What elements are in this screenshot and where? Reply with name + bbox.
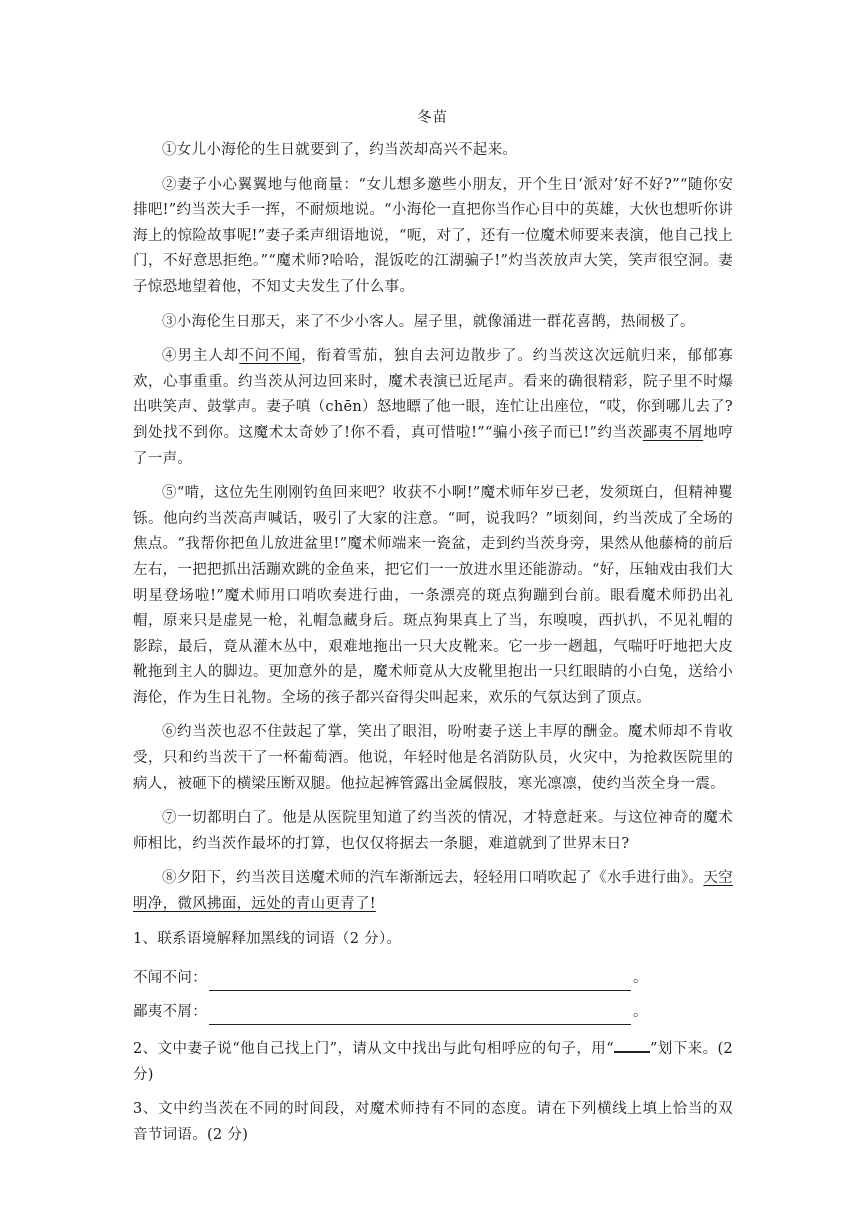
article-title: 冬苗 bbox=[417, 110, 448, 126]
underlined-term-buwenbuwen: 不问不闻 bbox=[239, 348, 302, 365]
underline-sample-mark bbox=[614, 1037, 650, 1053]
answer-row-1 bbox=[133, 961, 733, 991]
underlined-sentence-ending: 天空明净，微风拂面，远处的青山更青了! bbox=[133, 870, 733, 913]
question-2-part-b: ”划下来。(2 分) bbox=[133, 1041, 733, 1083]
paragraph-4-part-c: 地哼了一声。 bbox=[133, 424, 734, 467]
answer-line-2[interactable] bbox=[209, 1008, 631, 1025]
underlined-term-biyibuxie: 鄙夷不屑 bbox=[642, 424, 704, 441]
paragraph-4-part-b: ，衔着雪茄，独自去河边散步了。约当茨这次远航归来，郁郁寡欢，心事重重。约当茨从河边回来时，魔术表演已近尾声。看来的确很精彩，院子里不时爆出哄笑声、鼓掌声。妻子嗔（chēn）怒地瞟了他一眼，连忙让出座位，“哎，你到哪儿去了?到处找不到你。这魔术太奇妙了!你不看，真可惜啦!”“骗小孩子而已!”约当茨 bbox=[133, 348, 734, 441]
paragraph-7: ⑦一切都明白了。他是从医院里知道了约当茨的情况，才特意赶来。与这位神奇的魔术师相比，约当茨作最坏的打算，也仅仅将据去一条腿，难道就到了世界末日? bbox=[133, 810, 733, 852]
answer-end-1: 。 bbox=[633, 969, 648, 986]
paragraph-4 bbox=[133, 344, 733, 472]
paragraph-8-part-a: ⑧夕阳下，约当茨目送魔术师的汽车渐渐远去，轻轻用口哨吹起了《水手进行曲》。 bbox=[162, 870, 704, 887]
article-body bbox=[133, 138, 733, 1158]
paragraph-1: ①女儿小海伦的生日就要到了，约当茨却高兴不起来。 bbox=[162, 142, 518, 158]
answer-end-2: 。 bbox=[633, 1003, 648, 1020]
paragraph-6: ⑥约当茨也忍不住鼓起了掌，笑出了眼泪，吩咐妻子送上丰厚的酬金。魔术师却不肯收受，只和约当茨干了一杯葡萄酒。他说，年轻时他是名消防队员，火灾中，为抢救医院里的病人，被砸下的横梁压断双腿。他拉起裤管露出金属假肢，寒光凛凛，使约当茨全身一震。 bbox=[133, 724, 733, 792]
answer-line-1[interactable] bbox=[209, 974, 631, 991]
answer-label-2: 鄙夷不屑： bbox=[133, 1003, 207, 1020]
question-2 bbox=[133, 1037, 733, 1088]
paragraph-5: ⑤“啃，这位先生刚刚钓鱼回来吧？收获不小啊!”魔术师年岁已老，发须斑白，但精神矍铄。他向约当茨高声喊话，吸引了大家的注意。“呵，说我吗？”顷刻间，约当茨成了全场的焦点。“我帮你把鱼儿放进盆里!”魔术师端来一瓷盆，走到约当茨身旁，果然从他藤椅的前后左右，一把把抓出活蹦欢跳的金鱼来，把它们一一放进水里还能游动。“好，压轴戏由我们大明星登场啦!”魔术师用口哨吹奏进行曲，一条漂亮的斑点狗蹦到台前。眼看魔术师扔出礼帽，原来只是虚晃一枪，礼帽急藏身后。斑点狗果真上了当，东嗅嗅，西扒扒，不见礼帽的影踪，最后，竟从灌木丛中，艰难地拖出一只大皮靴来。它一步一趔趄，气喘吁吁地把大皮靴拖到主人的脚边。更加意外的是，魔术师竟从大皮靴里抱出一只红眼睛的小白兔，送给小海伦，作为生日礼物。全场的孩子都兴奋得尖叫起来，欢乐的气氛达到了顶点。 bbox=[133, 485, 733, 706]
question-2-part-a: 2、文中妻子说“他自己找上门”，请从文中找出与此句相呼应的句子，用“ bbox=[133, 1041, 614, 1058]
answer-label-1: 不闻不问： bbox=[133, 969, 207, 986]
paragraph-3: ③小海伦生日那天，来了不少小客人。屋子里，就像涌进一群花喜鹊，热闹极了。 bbox=[162, 313, 695, 330]
answer-row-2 bbox=[133, 995, 733, 1025]
paragraph-4-part-a: ④男主人却 bbox=[162, 348, 240, 365]
question-1: 1、联系语境解释加黑线的词语（2 分）。 bbox=[133, 930, 402, 947]
question-3: 3、文中约当茨在不同的时间段，对魔术师持有不同的态度。请在下列横线上填上恰当的双音节词语。(2 分) bbox=[133, 1101, 733, 1143]
paragraph-8 bbox=[133, 866, 733, 917]
paragraph-2: ②妻子小心翼翼地与他商量：“女儿想多邀些小朋友，开个生日‘派对’好不好?”“随你安排吧!”约当茨大手一挥，不耐烦地说。“小海伦一直把你当作心目中的英雄，大伙也想听你讲海上的惊险故事呢!”妻子柔声细语地说，“呃，对了，还有一位魔术师要来表演，他自己找上门，不好意思拒绝。”“魔术师?哈哈，混饭吃的江湖骗子!”灼当茨放声大笑，笑声很空洞。妻子惊恐地望着他，不知丈夫发生了什么事。 bbox=[133, 176, 733, 295]
